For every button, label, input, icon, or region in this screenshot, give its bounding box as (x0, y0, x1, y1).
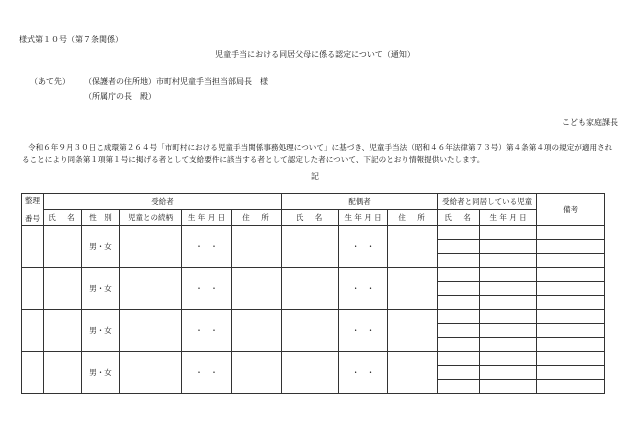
remarks-header: 備考 (537, 194, 605, 226)
remarks-cell (537, 310, 605, 324)
recipient-birth-cell: ・ ・ (182, 310, 232, 352)
remarks-cell (537, 296, 605, 310)
child-birth-cell (480, 310, 537, 324)
spouse-birth-cell: ・ ・ (339, 310, 388, 352)
recipient-address-cell (232, 310, 282, 352)
table-body (22, 194, 605, 394)
spouse-address-header: 住 所 (388, 210, 438, 226)
table-row (22, 226, 605, 240)
addressee-line-2: （所属庁の長 殿） (84, 92, 156, 101)
child-birth-cell (480, 268, 537, 282)
spouse-name-cell (282, 310, 339, 352)
child-name-cell (438, 380, 480, 394)
spouse-name-header: 氏 名 (282, 210, 339, 226)
spouse-name-cell (282, 268, 339, 310)
row-number-cell (22, 226, 44, 268)
remarks-cell (537, 352, 605, 366)
child-name-cell (438, 324, 480, 338)
recipient-name-cell (44, 226, 82, 268)
child-name-cell (438, 282, 480, 296)
form-number: 様式第１０号（第７条関係） (19, 35, 123, 44)
recipient-name-header: 氏 名 (44, 210, 82, 226)
child-name-cell (438, 226, 480, 240)
spouse-address-cell (388, 310, 438, 352)
child-birth-cell (480, 282, 537, 296)
spouse-name-cell (282, 352, 339, 394)
child-birth-cell (480, 240, 537, 254)
recipient-name-cell (44, 268, 82, 310)
remarks-cell (537, 254, 605, 268)
recipient-name-cell (44, 352, 82, 394)
recipient-birth-cell: ・ ・ (182, 226, 232, 268)
spouse-address-cell (388, 352, 438, 394)
child-birth-cell (480, 352, 537, 366)
remarks-cell (537, 240, 605, 254)
child-birth-cell (480, 226, 537, 240)
spouse-group-header: 配偶者 (282, 194, 438, 210)
recipient-sex-cell: 男・女 (82, 352, 120, 394)
child-birth-cell (480, 380, 537, 394)
child-name-cell (438, 296, 480, 310)
child-name-cell (438, 268, 480, 282)
recipient-sex-cell: 男・女 (82, 268, 120, 310)
spouse-birth-header: 生 年 月 日 (339, 210, 388, 226)
recipient-relation-header: 児童との続柄 (120, 210, 182, 226)
spouse-birth-cell: ・ ・ (339, 352, 388, 394)
recipient-address-cell (232, 352, 282, 394)
remarks-cell (537, 338, 605, 352)
child-name-cell (438, 338, 480, 352)
recipient-sex-header: 性 別 (82, 210, 120, 226)
table-row (22, 310, 605, 324)
spouse-address-cell (388, 268, 438, 310)
row-number-cell (22, 352, 44, 394)
recipient-sex-cell: 男・女 (82, 226, 120, 268)
spouse-name-cell (282, 226, 339, 268)
child-birth-header: 生 年 月 日 (480, 210, 537, 226)
recipient-address-header: 住 所 (232, 210, 282, 226)
seiri-top-label: 整理 (25, 196, 40, 205)
remarks-cell (537, 380, 605, 394)
child-name-cell (438, 240, 480, 254)
spouse-address-cell (388, 226, 438, 268)
table-row (22, 352, 605, 366)
sender-department: こども家庭課長 (562, 118, 618, 127)
body-paragraph: 令和６年９月３０日こ成環第２６４号「市町村における児童手当関係事務処理について」に基づき、児童手当法（昭和４６年法律第７３号）第４条第４項の規定が適用されることにより同条第１項第１号に掲げる者として支給要件に該当する者として認定した者について、下記のとおり情報提供いたします。 (22, 143, 613, 164)
recipient-relation-cell (120, 268, 182, 310)
information-table (21, 193, 605, 394)
child-name-cell (438, 352, 480, 366)
child-name-cell (438, 366, 480, 380)
child-name-header: 氏 名 (438, 210, 480, 226)
child-name-cell (438, 310, 480, 324)
child-birth-cell (480, 254, 537, 268)
recipient-relation-cell (120, 310, 182, 352)
spouse-birth-cell: ・ ・ (339, 268, 388, 310)
seiri-bottom-label: 番号 (25, 214, 40, 223)
child-birth-cell (480, 338, 537, 352)
row-number-cell (22, 268, 44, 310)
child-birth-cell (480, 366, 537, 380)
child-name-cell (438, 254, 480, 268)
document-title: 児童手当における同居父母に係る認定について（通知） (215, 50, 415, 59)
recipient-address-cell (232, 268, 282, 310)
child-group-header: 受給者と同居している児童 (438, 194, 537, 210)
remarks-cell (537, 268, 605, 282)
remarks-cell (537, 226, 605, 240)
recipient-address-cell (232, 226, 282, 268)
remarks-cell (537, 282, 605, 296)
recipient-birth-header: 生 年 月 日 (182, 210, 232, 226)
table-row (22, 268, 605, 282)
recipient-birth-cell: ・ ・ (182, 352, 232, 394)
recipient-relation-cell (120, 226, 182, 268)
recipient-birth-cell: ・ ・ (182, 268, 232, 310)
recipient-sex-cell: 男・女 (82, 310, 120, 352)
recipient-name-cell (44, 310, 82, 352)
ki-heading: 記 (311, 172, 319, 181)
remarks-cell (537, 366, 605, 380)
recipient-relation-cell (120, 352, 182, 394)
child-birth-cell (480, 296, 537, 310)
remarks-cell (537, 324, 605, 338)
address-label: （あて先） (30, 77, 70, 86)
addressee-line-1: （保護者の住所地）市町村児童手当担当部局長 様 (84, 77, 268, 86)
seiri-header-cell (22, 194, 44, 226)
row-number-cell (22, 310, 44, 352)
child-birth-cell (480, 324, 537, 338)
spouse-birth-cell: ・ ・ (339, 226, 388, 268)
recipient-group-header: 受給者 (44, 194, 282, 210)
